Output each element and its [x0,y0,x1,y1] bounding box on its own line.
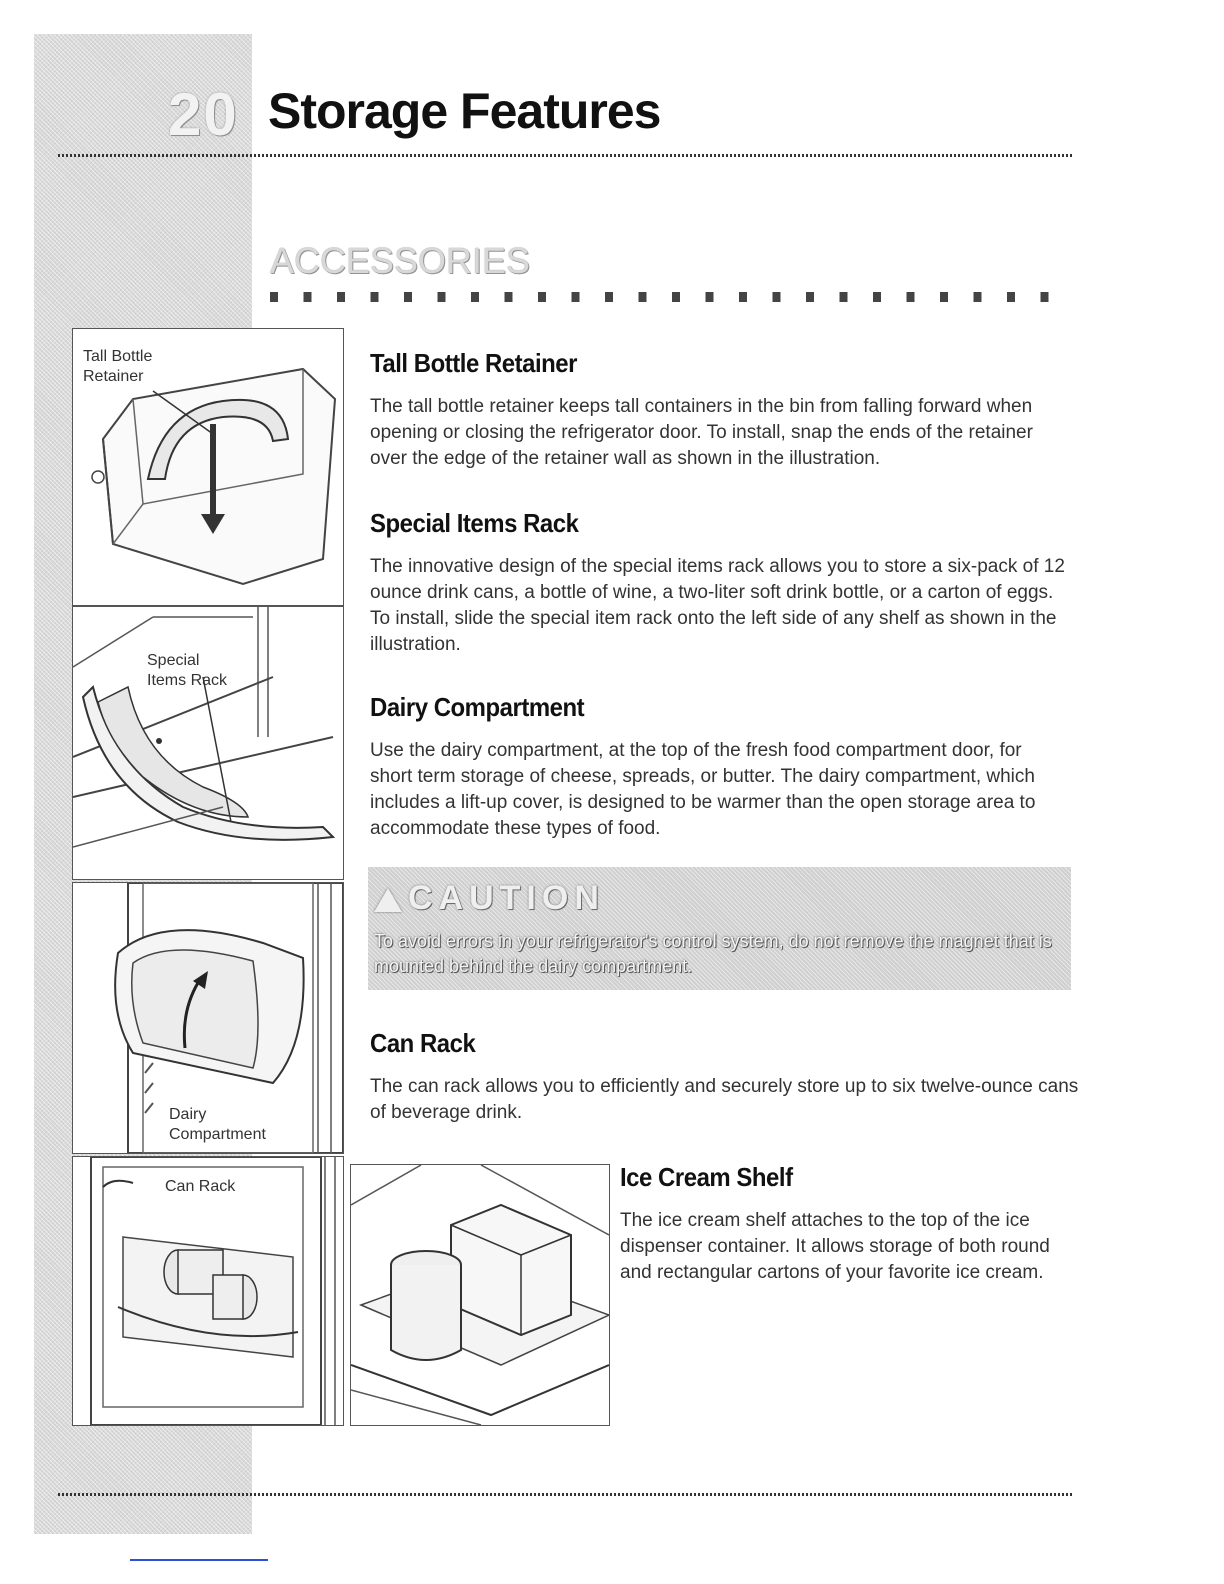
page-title: Storage Features [268,83,661,139]
warning-triangle-icon [374,888,402,912]
can-rack-title: Can Rack [370,1028,476,1058]
caution-text: To avoid errors in your refrigerator's control system, do not remove the magnet that is mounted behind the dairy compartment. [374,931,1052,976]
ice-cream-shelf-drawing [351,1165,609,1425]
dairy-label [169,1105,266,1145]
special-items-label [147,651,227,691]
ice-cream-shelf-illustration [350,1164,610,1426]
can-rack-body: The can rack allows you to efficiently and securely store up to six twelve-ounce cans of beverage drink. [370,1076,1079,1123]
caution-box [368,867,1071,990]
dairy-label-line2: Compartment [169,1126,266,1143]
special-items-label-line2: Items Rack [147,672,228,689]
square-divider [270,292,1074,302]
ice-cream-shelf-body: The ice cream shelf attaches to the top of the ice dispenser container. It allows storage of both round and rectangular cartons of your favorite ice cream. [620,1210,1050,1283]
can-rack-drawing [73,1157,343,1425]
tall-bottle-retainer-title: Tall Bottle Retainer [370,348,578,378]
tall-bottle-retainer-illustration [72,328,344,606]
special-items-label-line1: Special [147,652,200,669]
section-title: ACCESSORIES [270,240,531,281]
top-divider [58,154,1072,157]
special-items-rack-body: The innovative design of the special items rack allows you to store a six-pack of 12 ounce drink cans, a bottle of wine, a two-liter soft drink bottle, or a carton of eggs. To install, slide the special item rack onto the left side of any shelf as shown in the illustration. [370,556,1065,655]
footer-link-underline[interactable] [130,1559,268,1561]
special-items-rack-title: Special Items Rack [370,508,579,538]
caution-heading [374,879,605,918]
special-items-rack-illustration [72,606,344,880]
tall-bottle-label-line1: Tall Bottle [83,348,153,365]
dairy-compartment-illustration [72,882,344,1154]
caution-heading-text: CAUTION [408,879,605,917]
dairy-label-line1: Dairy [169,1106,207,1123]
dairy-compartment-body: Use the dairy compartment, at the top of the fresh food compartment door, for short term storage of cheese, spreads, or butter. The dairy compartment, which includes a lift-up cover, is designed to be warmer than the open storage area to accommodate these types of food. [370,740,1036,839]
ice-cream-shelf-title: Ice Cream Shelf [620,1162,793,1192]
tall-bottle-label-line2: Retainer [83,368,144,385]
can-rack-illustration [72,1156,344,1426]
special-items-rack-drawing [73,607,343,879]
can-rack-label: Can Rack [165,1178,236,1195]
tall-bottle-label [83,347,152,387]
bottom-divider [58,1493,1072,1496]
dairy-compartment-title: Dairy Compartment [370,692,585,722]
tall-bottle-retainer-body: The tall bottle retainer keeps tall containers in the bin from falling forward when opening or closing the refrigerator door. To install, snap the ends of the retainer over the edge of the retainer wall as shown in the illustration. [370,396,1033,469]
page-number: 20 [168,81,239,148]
